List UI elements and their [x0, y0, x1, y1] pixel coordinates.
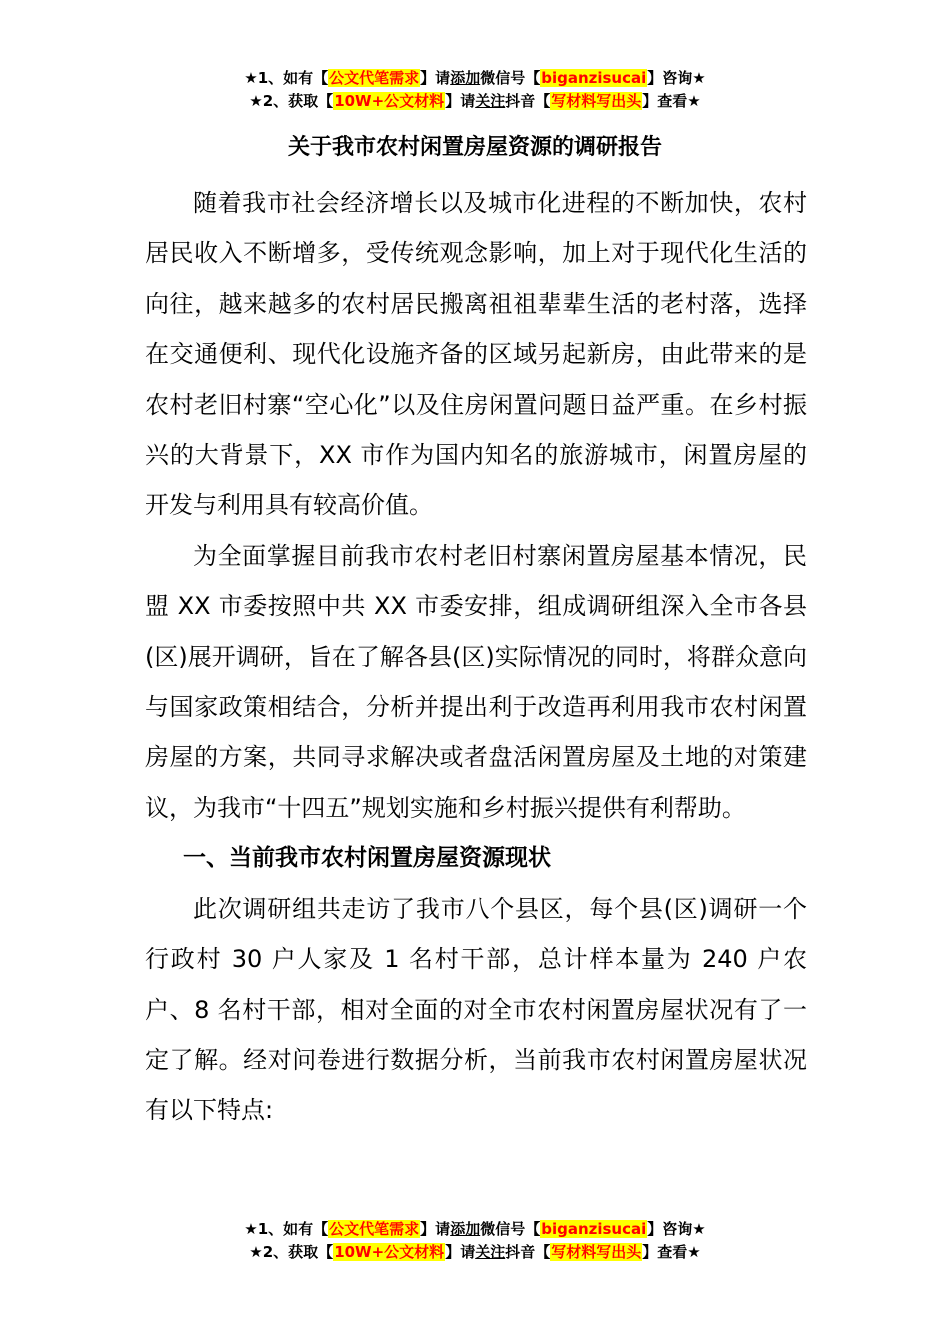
promo-line-1: ★1、如有【公文代笔需求】请添加微信号【biganzisucai】咨询★ [244, 69, 706, 87]
promo-banner-bottom [0, 1218, 950, 1264]
paragraph-intro: 随着我市社会经济增长以及城市化进程的不断加快，农村居民收入不断增多，受传统观念影响，加上对于现代化生活的向往，越来越多的农村居民搬离祖祖辈辈生活的老村落，选择在交通便利、现代化设施齐备的区域另起新房，由此带来的是农村老旧村寨“空心化”以及住房闲置问题日益严重。在乡村振兴的大背景下，XX 市作为国内知名的旅游城市，闲置房屋的开发与利用具有较高价值。 [145, 189, 807, 520]
promo-line-2: ★2、获取【10W+公文材料】请关注抖音【写材料写出头】查看★ [249, 1243, 701, 1261]
highlight-writing-service: 公文代笔需求 [329, 69, 420, 87]
promo-line-1: ★1、如有【公文代笔需求】请添加微信号【biganzisucai】咨询★ [244, 1220, 706, 1238]
highlight-materials: 10W+公文材料 [334, 1243, 445, 1261]
document-body [145, 178, 807, 1136]
wechat-id: biganzisucai [541, 1220, 647, 1238]
section-heading: 一、当前我市农村闲置房屋资源现状 [183, 845, 551, 872]
highlight-materials: 10W+公文材料 [334, 92, 445, 110]
document-title: 关于我市农村闲置房屋资源的调研报告 [287, 135, 662, 160]
promo-line-2: ★2、获取【10W+公文材料】请关注抖音【写材料写出头】查看★ [249, 92, 701, 110]
douyin-account: 写材料写出头 [551, 92, 642, 110]
paragraph-survey: 此次调研组共走访了我市八个县区，每个县(区)调研一个行政村 30 户人家及 1 名村干部，总计样本量为 240 户农户、8 名村干部，相对全面的对全市农村闲置房屋状况有了一定了解。经对问卷进行数据分析，当前我市农村闲置房屋状况有以下特点: [145, 894, 807, 1125]
highlight-writing-service: 公文代笔需求 [329, 1220, 420, 1238]
paragraph-purpose: 为全面掌握目前我市农村老旧村寨闲置房屋基本情况，民盟 XX 市委按照中共 XX 市委安排，组成调研组深入全市各县(区)展开调研，旨在了解各县(区)实际情况的同时，将群众意向与国家政策相结合，分析并提出利于改造再利用我市农村闲置房屋的方案，共同寻求解决或者盘活闲置房屋及土地的对策建议，为我市“十四五”规划实施和乡村振兴提供有利帮助。 [145, 541, 807, 822]
promo-banner-top [0, 67, 950, 113]
douyin-account: 写材料写出头 [551, 1243, 642, 1261]
wechat-id: biganzisucai [541, 69, 647, 87]
